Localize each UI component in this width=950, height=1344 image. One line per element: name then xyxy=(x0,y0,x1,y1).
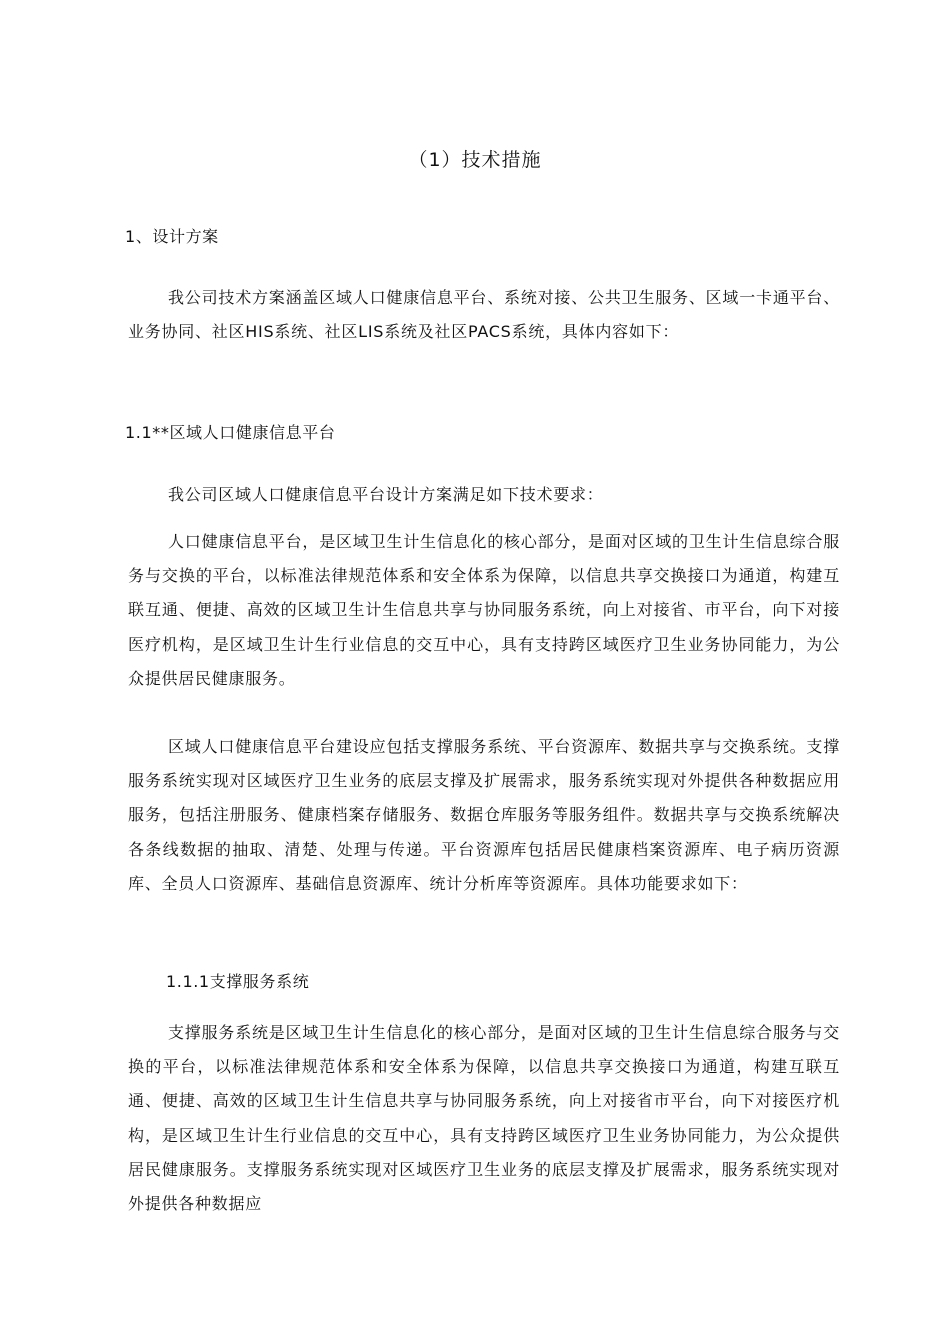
section-heading-health-platform: 1.1**区域人口健康信息平台 xyxy=(125,423,336,442)
section-heading-design-plan: 1、设计方案 xyxy=(125,227,219,246)
section-heading-support-system: 1.1.1支撑服务系统 xyxy=(166,972,310,991)
intro-paragraph: 我公司技术方案涵盖区域人口健康信息平台、系统对接、公共卫生服务、区域一卡通平台、业务协同、社区HIS系统、社区LIS系统及社区PACS系统，具体内容如下： xyxy=(128,288,840,342)
platform-components-paragraph: 区域人口健康信息平台建设应包括支撑服务系统、平台资源库、数据共享与交换系统。支撑服务系统实现对区域医疗卫生业务的底层支撑及扩展需求，服务系统实现对外提供各种数据应用服务，包括注册服务、健康档案存储服务、数据仓库服务等服务组件。数据共享与交换系统解决各条线数据的抽取、清楚、处理与传递。平台资源库包括居民健康档案资源库、电子病历资源库、全员人口资源库、基础信息资源库、统计分析库等资源库。具体功能要求如下： xyxy=(128,737,840,893)
platform-description-paragraph: 人口健康信息平台，是区域卫生计生信息化的核心部分，是面对区域的卫生计生信息综合服务与交换的平台，以标准法律规范体系和安全体系为保障，以信息共享交换接口为通道，构建互联互通、便捷、高效的区域卫生计生信息共享与协同服务系统，向上对接省、市平台，向下对接医疗机构，是区域卫生计生行业信息的交互中心，具有支持跨区域医疗卫生业务协同能力，为公众提供居民健康服务。 xyxy=(128,532,840,688)
support-system-paragraph: 支撑服务系统是区域卫生计生信息化的核心部分，是面对区域的卫生计生信息综合服务与交换的平台，以标准法律规范体系和安全体系为保障，以信息共享交换接口为通道，构建互联互通、便捷、高效的区域卫生计生信息共享与协同服务系统，向上对接省市平台，向下对接医疗机构，是区域卫生计生行业信息的交互中心，具有支持跨区域医疗卫生业务协同能力，为公众提供居民健康服务。支撑服务系统实现对区域医疗卫生业务的底层支撑及扩展需求，服务系统实现对外提供各种数据应 xyxy=(128,1023,840,1214)
document-title: （1）技术措施 xyxy=(408,149,542,171)
platform-lead-paragraph: 我公司区域人口健康信息平台设计方案满足如下技术要求： xyxy=(168,485,604,504)
